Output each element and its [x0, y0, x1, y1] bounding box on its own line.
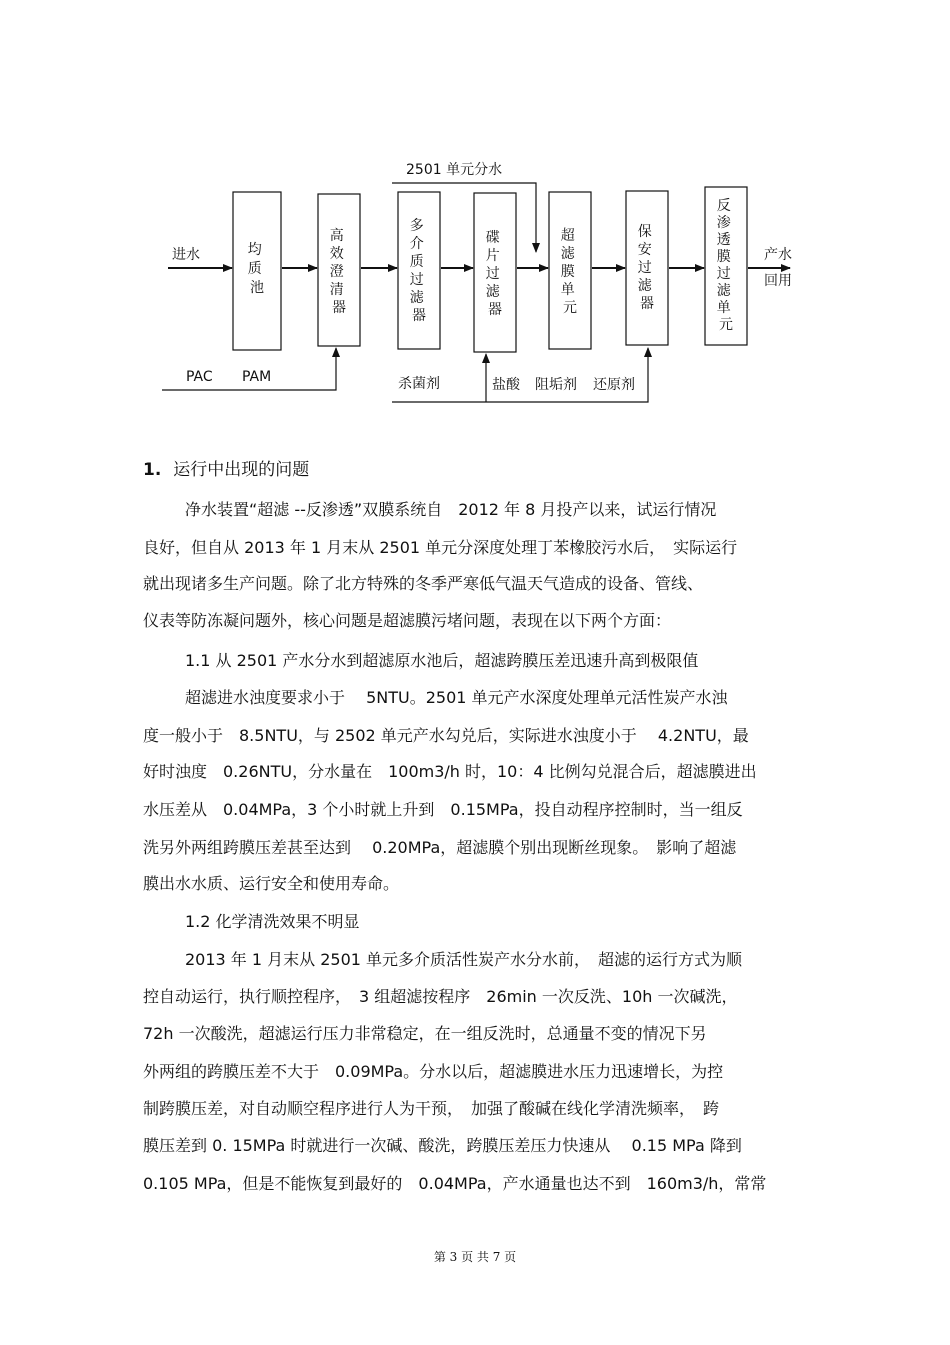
label-char: 澄	[329, 264, 344, 280]
label-char: 过	[716, 266, 731, 282]
outlet-label-line2: 回用	[764, 273, 792, 289]
label-char: 质	[247, 261, 262, 277]
label-char: 反	[716, 198, 731, 214]
label-char: 滤	[716, 283, 731, 299]
box-ultrafiltration-unit-label	[561, 227, 579, 316]
body-line: 仪表等防冻凝问题外，核心问题是超滤膜污堵问题，表现在以下两个方面：	[143, 611, 672, 630]
label-char: 膜	[560, 264, 575, 280]
body-line: 洗另外两组跨膜压差甚至达到 0.20MPa，超滤膜个别出现断丝现象。 影响了超滤	[143, 838, 737, 857]
body-line: 控自动运行，执行顺控程序， 3 组超滤按程序 26min 一次反洗、10h 一次碱洗，	[143, 987, 738, 1006]
inlet-label: 进水	[172, 247, 200, 263]
label-char: 片	[485, 248, 500, 264]
label-char: 透	[716, 232, 731, 248]
label-char: 器	[412, 308, 426, 324]
process-flow-diagram	[0, 0, 950, 420]
label-char: 碟	[485, 230, 500, 246]
label-char: 滤	[637, 278, 652, 294]
scale-inhibitor-label: 阻垢剂	[535, 377, 577, 393]
label-char: 介	[409, 236, 424, 252]
label-char: 滤	[560, 246, 575, 262]
label-char: 元	[719, 317, 733, 333]
reducing-agent-label: 还原剂	[593, 377, 635, 393]
body-line: 净水装置“超滤 --反渗透”双膜系统自 2012 年 8 月投产以来，试运行情况	[185, 500, 717, 519]
body-line: 膜压差到 0. 15MPa 时就进行一次碱、酸洗，跨膜压差压力快速从 0.15 MPa 降到	[143, 1136, 742, 1155]
subsection-heading: 1.1 从 2501 产水分水到超滤原水池后，超滤跨膜压差迅速升高到极限值	[185, 651, 699, 670]
body-line: 就出现诸多生产问题。除了北方特殊的冬季严寒低气温天气造成的设备、管线、	[143, 574, 704, 593]
label-char: 渗	[716, 215, 731, 231]
body-line: 2013 年 1 月末从 2501 单元多介质活性炭产水分水前， 超滤的运行方式为顺	[185, 950, 743, 969]
box-multimedia-filter	[398, 192, 440, 349]
page-footer: 第 3 页 共 7 页	[433, 1250, 517, 1264]
label-char: 池	[250, 280, 264, 296]
label-char: 单	[716, 300, 731, 316]
label-char: 器	[640, 296, 654, 312]
body-line: 好时浊度 0.26NTU，分水量在 100m3/h 时，10：4 比例勾兑混合后，超滤膜进出	[143, 762, 757, 781]
body-line: 超滤进水浊度要求小于 5NTU。2501 单元产水深度处理单元活性炭产水浊	[185, 688, 728, 707]
label-char: 器	[332, 300, 346, 316]
label-char: 安	[637, 242, 652, 258]
section-title: 运行中出现的问题	[173, 460, 310, 480]
subsection-heading: 1.2 化学清洗效果不明显	[185, 912, 360, 931]
label-char: 滤	[485, 284, 500, 300]
label-char: 超	[560, 228, 575, 244]
top-branch-label: 2501 单元分水	[406, 162, 503, 178]
body-line: 水压差从 0.04MPa，3 个小时就上升到 0.15MPa，投自动程序控制时，当一组反	[143, 800, 743, 819]
pac-label: PAC	[186, 369, 213, 385]
label-char: 器	[488, 302, 502, 318]
label-char: 过	[637, 260, 652, 276]
label-char: 膜	[716, 249, 731, 265]
chemical-feed-line	[392, 348, 648, 402]
label-char: 滤	[409, 290, 424, 306]
label-char: 清	[329, 282, 344, 298]
section-number: 1.	[143, 460, 162, 480]
box-disc-filter-label	[486, 229, 504, 318]
body-line: 0.105 MPa，但是不能恢复到最好的 0.04MPa，产水通量也达不到 160m3/h，常常	[143, 1174, 767, 1193]
label-char: 均	[247, 242, 262, 258]
outlet-label-line1: 产水	[764, 247, 792, 263]
bactericide-label: 杀菌剂	[398, 376, 440, 392]
label-char: 元	[563, 300, 577, 316]
label-char: 效	[329, 246, 344, 262]
box-equalization-tank-label	[248, 242, 266, 296]
label-char: 过	[409, 272, 424, 288]
hydrochloric-acid-label: 盐酸	[492, 377, 520, 393]
label-char: 过	[485, 266, 500, 282]
body-line: 72h 一次酸洗，超滤运行压力非常稳定，在一组反洗时，总通量不变的情况下另	[143, 1024, 707, 1043]
body-line: 膜出水水质、运行安全和使用寿命。	[143, 874, 400, 893]
section-heading	[143, 455, 309, 480]
pam-label: PAM	[242, 369, 272, 385]
body-line: 良好，但自从 2013 年 1 月末从 2501 单元分深度处理丁苯橡胶污水后， 实际运行	[143, 538, 738, 557]
body-line: 制跨膜压差，对自动顺空程序进行人为干预， 加强了酸碱在线化学清洗频率， 跨	[143, 1099, 720, 1118]
box-security-filter-label	[638, 224, 656, 312]
label-char: 质	[409, 254, 424, 270]
label-char: 保	[637, 224, 652, 240]
body-line: 度一般小于 8.5NTU，与 2502 单元产水勾兑后，实际进水浊度小于 4.2NTU，最	[143, 726, 749, 745]
label-char: 单	[560, 282, 575, 298]
box-reverse-osmosis-unit-label	[717, 198, 735, 333]
label-char: 高	[329, 228, 344, 244]
box-high-efficiency-clarifier-label	[330, 227, 348, 316]
label-char: 多	[409, 218, 424, 234]
body-line: 外两组的跨膜压差不大于 0.09MPa。分水以后，超滤膜进水压力迅速增长，为控	[143, 1062, 724, 1081]
